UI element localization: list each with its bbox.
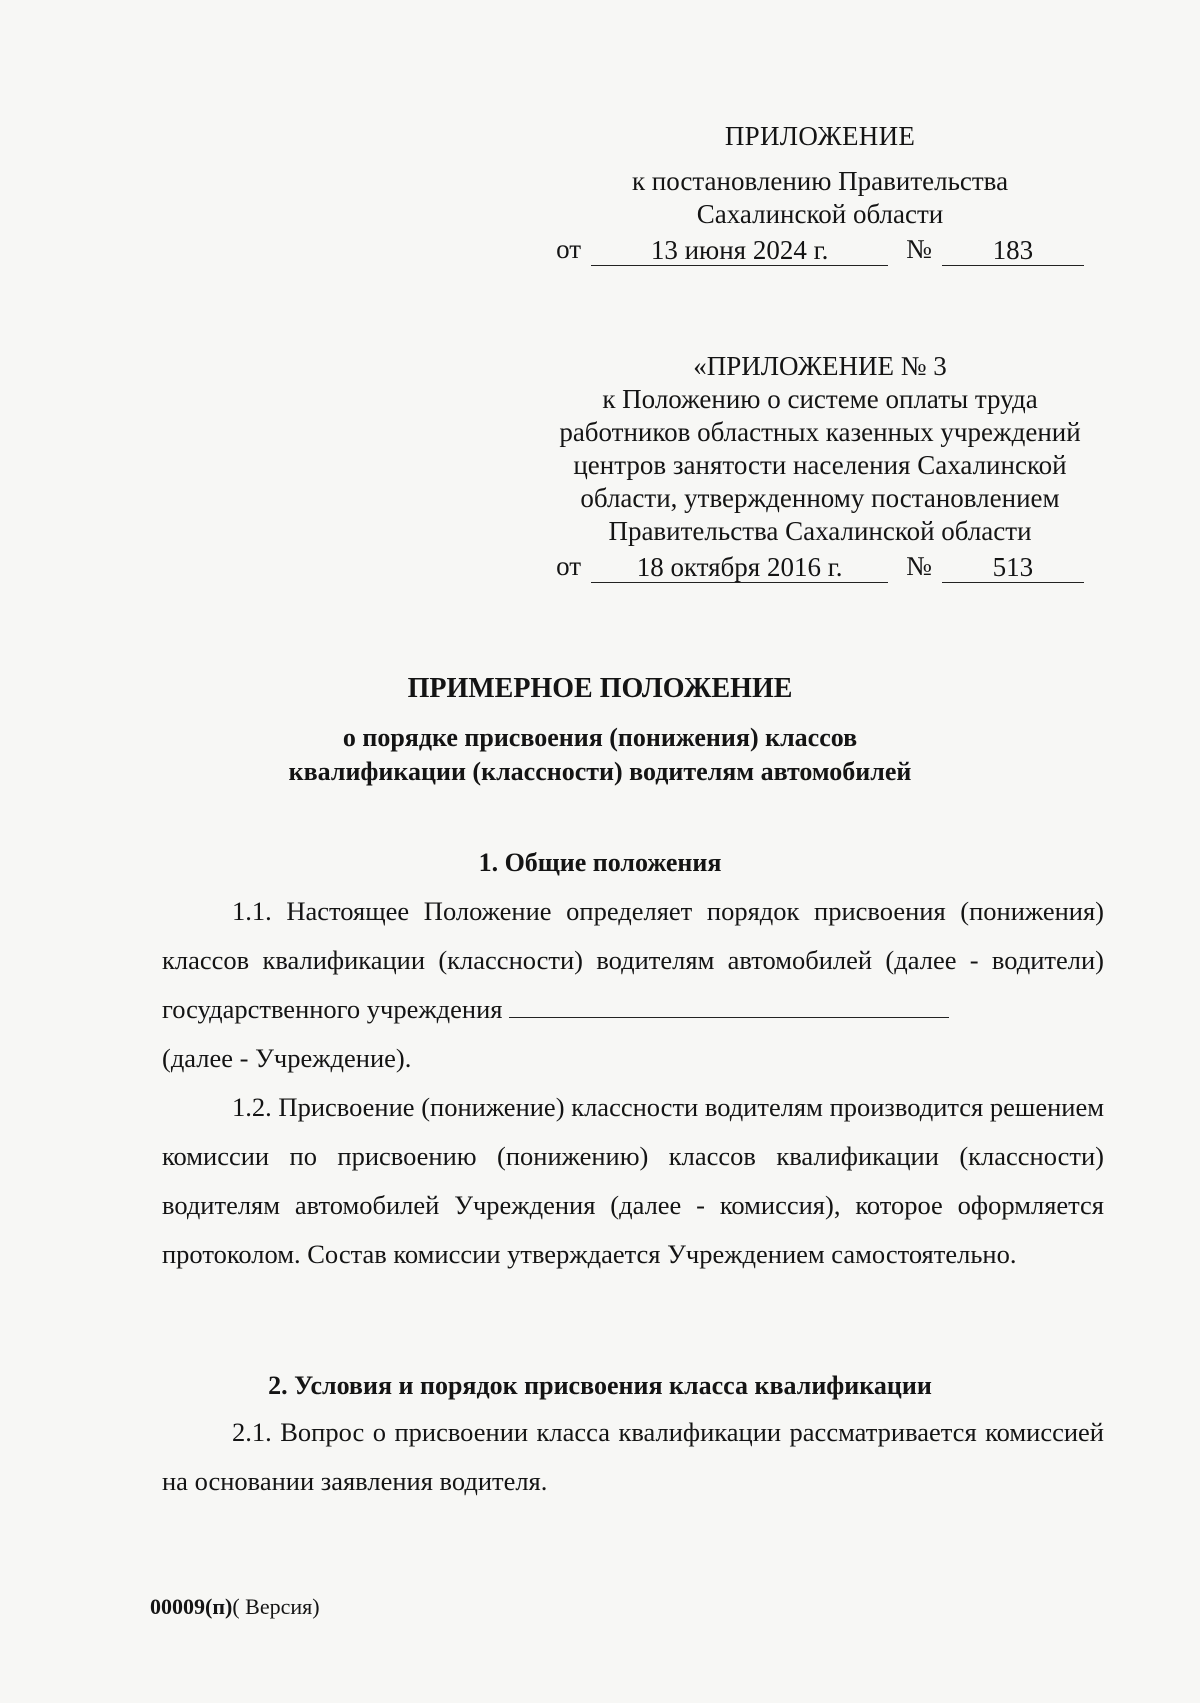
- appendix3-line-1: к Положению о системе оплаты труда: [602, 384, 1038, 414]
- appendix-line-1: к постановлению Правительства: [631, 166, 1009, 196]
- appendix3-header: [540, 350, 1100, 583]
- document-code: 00009(п): [150, 1594, 233, 1619]
- appendix-date: 13 июня 2024 г.: [591, 235, 888, 266]
- paragraph-1-1-tail: (далее - Учреждение).: [162, 1043, 412, 1073]
- paragraph-1-1: [162, 887, 1104, 1034]
- appendix3-from-label: от: [556, 551, 582, 581]
- appendix3-date-number-line: [540, 550, 1100, 583]
- appendix-date-number-line: [540, 233, 1100, 266]
- appendix3-title: «ПРИЛОЖЕНИЕ № 3: [693, 351, 947, 381]
- appendix-title: ПРИЛОЖЕНИЕ: [724, 121, 916, 151]
- document-subtitle-line-1: о порядке присвоения (понижения) классов: [342, 723, 858, 752]
- appendix-header: [540, 120, 1100, 266]
- paragraph-1-1-text: 1.1. Настоящее Положение определяет порядок присвоения (понижения) классов квалификации (классности) водителям автомобилей (далее - водители) государственного учреждения: [162, 896, 1104, 1024]
- appendix3-line-4: области, утвержденному постановлением: [580, 483, 1060, 513]
- appendix-from-label: от: [556, 234, 582, 264]
- appendix3-line-2: работников областных казенных учреждений: [559, 417, 1081, 447]
- appendix3-number: 513: [942, 552, 1084, 583]
- appendix-number-label: №: [906, 234, 932, 264]
- document-subtitle: [0, 721, 1200, 789]
- appendix3-date: 18 октября 2016 г.: [591, 552, 888, 583]
- section-2-heading: 2. Условия и порядок присвоения класса квалификации: [268, 1371, 932, 1400]
- section-2-body: [162, 1408, 1104, 1506]
- section-1-heading: 1. Общие положения: [478, 848, 722, 877]
- appendix-number: 183: [942, 235, 1084, 266]
- document-subtitle-line-2: квалификации (классности) водителям автомобилей: [288, 757, 912, 786]
- appendix3-number-label: №: [906, 551, 932, 581]
- paragraph-1-2: 1.2. Присвоение (понижение) классности водителям производится решением комиссии по присвоению (понижению) классов квалификации (классности) водителям автомобилей Учреждения (далее - комиссия), которое оформляется протоколом. Состав комиссии утверждается Учреждением самостоятельно.: [162, 1092, 1104, 1269]
- appendix3-line-5: Правительства Сахалинской области: [608, 516, 1032, 546]
- document-version: ( Версия): [232, 1594, 320, 1619]
- paragraph-2-1: 2.1. Вопрос о присвоении класса квалификации рассматривается комиссией на основании заявления водителя.: [162, 1417, 1104, 1496]
- institution-name-blank: [509, 995, 949, 1018]
- appendix3-line-3: центров занятости населения Сахалинской: [573, 450, 1067, 480]
- document-title: ПРИМЕРНОЕ ПОЛОЖЕНИЕ: [407, 673, 793, 704]
- footer-code: [150, 1594, 320, 1620]
- appendix-line-2: Сахалинской области: [696, 199, 944, 229]
- section-1-body: [162, 887, 1104, 1279]
